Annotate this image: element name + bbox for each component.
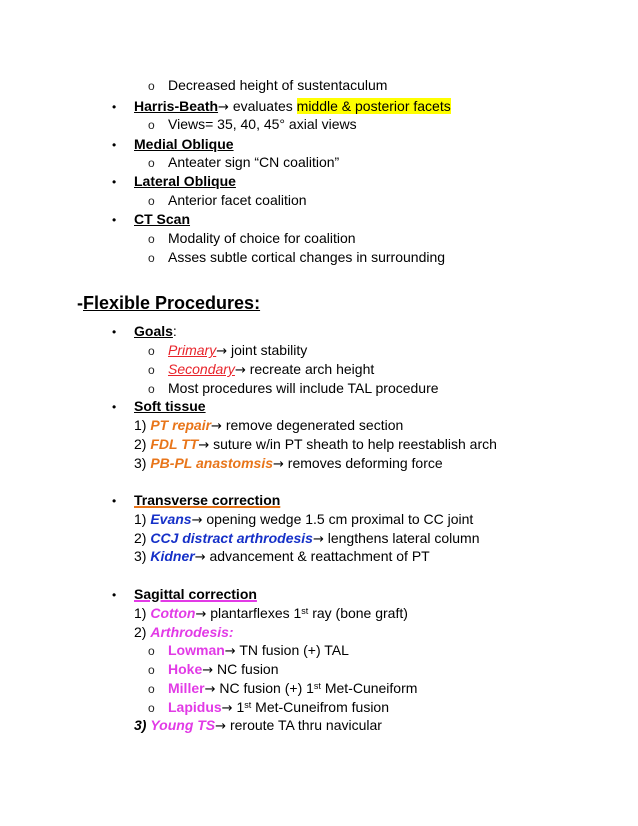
list-item: 2) CCJ distract arthrodesis→ lengthens lateral column: [134, 530, 480, 547]
term: PB-PL anastomsis: [150, 455, 274, 471]
list-item: 1) Evans→ opening wedge 1.5 cm proximal to CC joint: [134, 511, 474, 528]
term: Harris-Beath: [134, 98, 219, 114]
term: Lowman: [168, 642, 225, 658]
arrow-icon: →: [195, 607, 207, 622]
arrow-icon: →: [202, 663, 214, 678]
list-item: o Anterior facet coalition: [148, 192, 307, 208]
arrow-icon: →: [218, 100, 229, 115]
term: Sagittal correction: [134, 586, 257, 602]
list-item: • Harris-Beath→ evaluates middle & posterior facets: [112, 98, 451, 115]
term: Lapidus: [168, 699, 222, 715]
list-item: 1) Cotton→ plantarflexes 1st ray (bone graft): [134, 605, 408, 622]
list-item: o Lowman→ TN fusion (+) TAL: [148, 642, 349, 659]
list-item: 3) PB-PL anastomsis→ removes deforming force: [134, 455, 443, 472]
term: Primary: [168, 342, 217, 358]
arrow-icon: →: [312, 532, 324, 547]
term: Arthrodesis:: [150, 624, 234, 640]
sub-bullet: o: [148, 701, 155, 715]
list-item: [112, 210, 190, 229]
term: Cotton: [150, 605, 196, 621]
arrow-icon: →: [221, 701, 233, 716]
list-item: 3) Kidner→ advancement & reattachment of PT: [134, 548, 430, 565]
bullet: •: [112, 325, 117, 339]
sub-bullet: o: [148, 79, 155, 93]
sub-bullet: o: [148, 644, 155, 658]
sub-bullet: o: [148, 194, 155, 208]
term: Medial Oblique: [134, 136, 234, 152]
sub-bullet: o: [148, 663, 155, 677]
list-item: [112, 491, 280, 510]
list-item: [112, 397, 206, 416]
list-item: o Most procedures will include TAL procedure: [148, 380, 439, 396]
bullet: •: [112, 213, 117, 227]
list-item: [112, 172, 236, 191]
bullet: •: [112, 138, 117, 152]
list-item: o Hoke→ NC fusion: [148, 661, 279, 678]
bullet: •: [112, 175, 117, 189]
sub-bullet: o: [148, 382, 155, 396]
list-item: [112, 585, 257, 604]
arrow-icon: →: [198, 438, 210, 453]
term: Lateral Oblique: [134, 173, 236, 189]
arrow-icon: →: [191, 513, 203, 528]
arrow-icon: →: [194, 550, 206, 565]
highlighted-text: middle & posterior facets: [296, 98, 451, 114]
arrow-icon: →: [234, 363, 246, 378]
section-title: -Flexible Procedures:: [77, 293, 261, 313]
list-item: o Decreased height of sustentaculum: [148, 77, 388, 93]
term: Transverse correction: [134, 492, 281, 508]
term: Young TS: [150, 717, 216, 733]
list-item: o Asses subtle cortical changes in surrounding: [148, 249, 446, 265]
list-item: o Anteater sign “CN coalition”: [148, 154, 340, 170]
bullet: •: [112, 400, 117, 414]
term: Kidner: [150, 548, 195, 564]
arrow-icon: →: [215, 719, 227, 734]
list-item: o Primary→ joint stability: [148, 342, 308, 359]
list-item: o Secondary→ recreate arch height: [148, 361, 375, 378]
term: Secondary: [168, 361, 235, 377]
bullet: •: [112, 100, 117, 114]
arrow-icon: →: [204, 682, 216, 697]
term: CCJ distract arthrodesis: [150, 530, 313, 546]
arrow-icon: →: [216, 344, 228, 359]
sub-bullet: o: [148, 156, 155, 170]
list-item: 3) Young TS→ reroute TA thru navicular: [134, 717, 382, 734]
sub-bullet: o: [148, 118, 155, 132]
term: Soft tissue: [134, 398, 206, 414]
list-item: [112, 135, 234, 154]
list-item: o Miller→ NC fusion (+) 1st Met-Cuneiform: [148, 680, 418, 697]
list-item: o Lapidus→ 1st Met-Cuneifrom fusion: [148, 699, 389, 716]
sub-bullet: o: [148, 232, 155, 246]
term: CT Scan: [134, 211, 191, 227]
sub-bullet: o: [148, 682, 155, 696]
term: PT repair: [150, 417, 212, 433]
term: Miller: [168, 680, 205, 696]
bullet: •: [112, 494, 117, 508]
arrow-icon: →: [273, 457, 284, 472]
list-item: 1) PT repair→ remove degenerated section: [134, 417, 404, 434]
sub-bullet: o: [148, 363, 155, 377]
arrow-icon: →: [211, 419, 222, 434]
term: Hoke: [168, 661, 203, 677]
sub-bullet: o: [148, 344, 155, 358]
sub-bullet: o: [148, 251, 155, 265]
list-item: 2) FDL TT→ suture w/in PT sheath to help reestablish arch: [134, 436, 497, 453]
bullet: •: [112, 588, 117, 602]
list-item: • Goals:: [112, 323, 177, 339]
list-item: o Views= 35, 40, 45° axial views: [148, 116, 357, 132]
term: Evans: [150, 511, 192, 527]
list-item: 2) Arthrodesis:: [134, 624, 234, 640]
list-item: o Modality of choice for coalition: [148, 230, 356, 246]
term: FDL TT: [150, 436, 199, 452]
arrow-icon: →: [224, 644, 236, 659]
term: Goals: [134, 323, 173, 339]
